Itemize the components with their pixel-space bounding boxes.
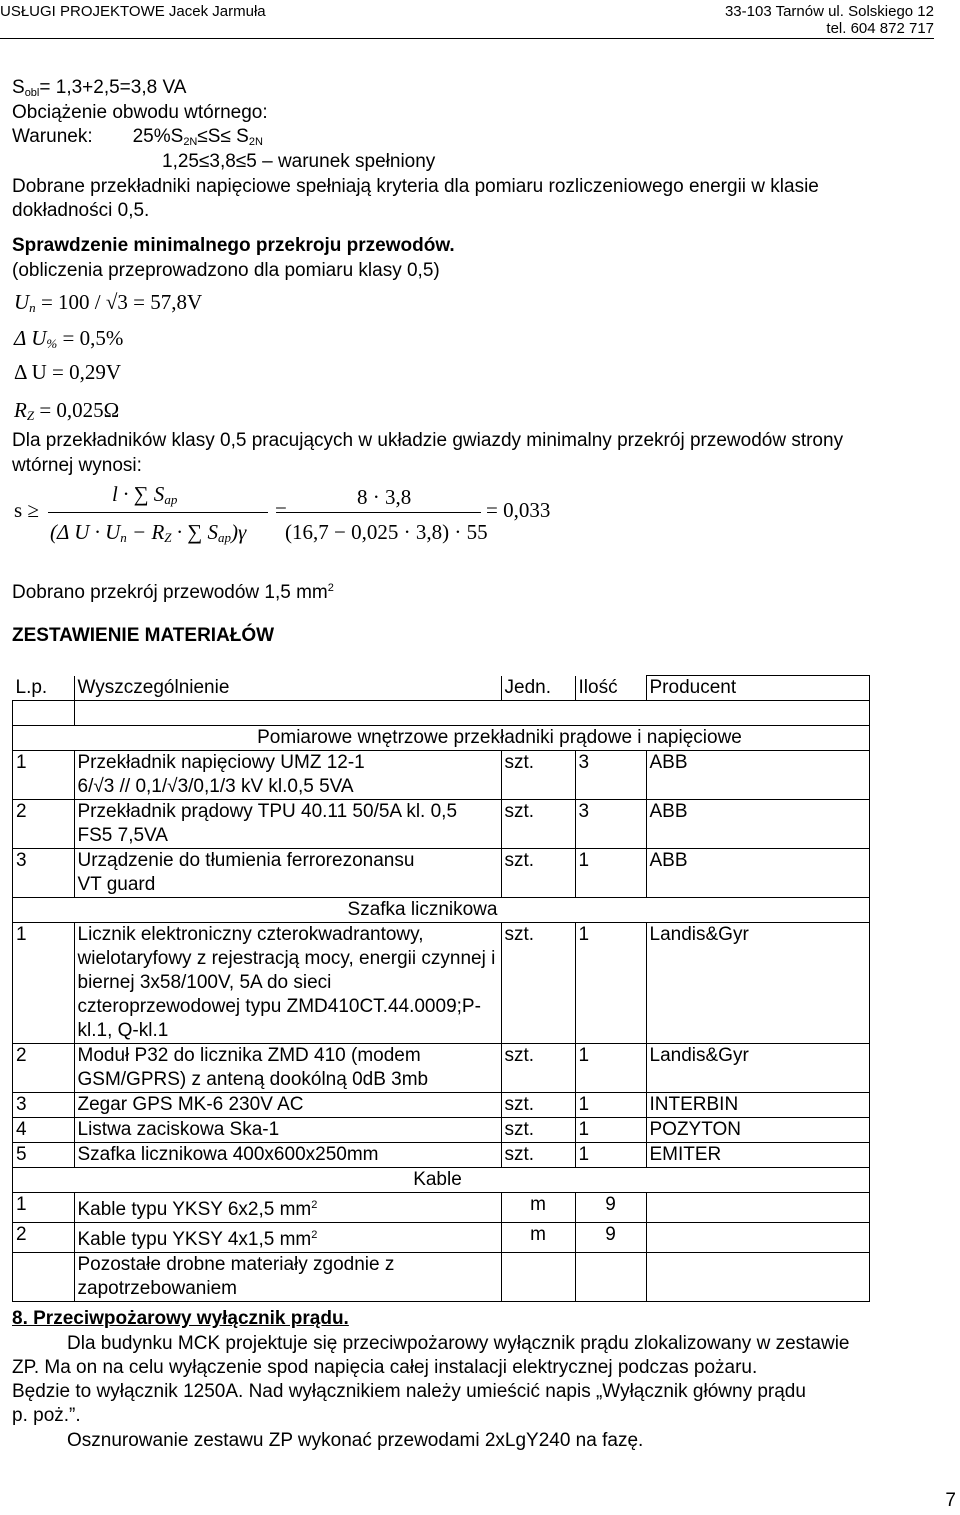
formula-bar-2	[283, 512, 481, 513]
page-header	[0, 0, 960, 40]
eq-du: Δ U = 0,29V	[14, 360, 122, 384]
formula-eq-1: =	[275, 498, 287, 522]
section-min-text-2: wtórnej wynosi:	[12, 455, 142, 476]
header-phone: tel. 604 872 717	[826, 20, 934, 37]
header-address: 33-103 Tarnów ul. Solskiego 12	[724, 3, 934, 20]
eq-un: $U_n = 100 / √3 = 57,8V$	[14, 290, 203, 315]
table-row: 1 Przekładnik napięciowy UMZ 12-1 6/√3 // 0,1/√3/0,1/3 kV kl.0,5 5VA szt. 3 ABB	[13, 751, 870, 800]
section8-title: 8. Przeciwpożarowy wyłącznik prądu.	[12, 1308, 349, 1329]
group-row: Szafka licznikowa	[13, 898, 870, 923]
header-rule	[0, 38, 934, 39]
group-row: Pomiarowe wnętrzowe przekładniki prądowe i napięciowe	[13, 726, 870, 751]
conclusion-line-1: Dobrane przekładniki napięciowe spełniają kryteria dla pomiaru rozliczeniowego energii w klasie	[12, 176, 819, 197]
section-min-title: Sprawdzenie minimalnego przekroju przewodów.	[12, 235, 455, 256]
sobl-line: $S_{obl}= 1,3+2,5=3,8$ VA	[12, 77, 187, 99]
formula-result: = 0,033	[486, 498, 551, 522]
section8-p3: Będzie to wyłącznik 1250A. Nad wyłącznikiem należy umieścić napis „Wyłącznik główny prądu	[12, 1381, 806, 1402]
eq-du-percent: Δ $U_{\%} = 0,5\%$	[14, 326, 124, 351]
formula-bar-1	[48, 512, 268, 513]
eq-rz: $R_Z = 0,025\Omega$	[14, 398, 120, 423]
section8-p2: ZP. Ma on na celu wyłączenie spod napięcia całej instalacji elektrycznej podczas pożaru.	[12, 1357, 758, 1378]
table-row: Pozostałe drobne materiały zgodnie z zapotrzebowaniem	[13, 1253, 870, 1302]
section8-p4: p. poż.”.	[12, 1405, 81, 1426]
section8-p5: Osznurowanie zestawu ZP wykonać przewodami 2xLgY240 na fazę.	[67, 1430, 644, 1451]
table-row: 2 Kable typu YKSY 4x1,5 $mm^2$ m 9	[13, 1223, 870, 1253]
header-lp: L.p.	[13, 676, 75, 701]
table-row: 5 Szafka licznikowa 400x600x250mm szt. 1 EMITER	[13, 1143, 870, 1168]
section-min-text-1: Dla przekładników klasy 0,5 pracujących w układzie gwiazdy minimalny przekrój przewodów strony	[12, 430, 844, 451]
header-unit: Jedn.	[501, 676, 575, 701]
condition-line: Warunek: $25\%S_{2N}\le S\le S_{2N}$	[12, 126, 263, 148]
condition-check: 1,25≤3,8≤5 – warunek spełniony	[162, 151, 436, 172]
section-min-note: (obliczenia przeprowadzono dla pomiaru klasy 0,5)	[12, 260, 440, 281]
header-company: USŁUGI PROJEKTOWE Jacek Jarmuła	[0, 3, 266, 20]
table-spacer-row	[13, 701, 870, 726]
table-row: 4 Listwa zaciskowa Ska-1 szt. 1 POZYTON	[13, 1118, 870, 1143]
formula-den-2: (16,7 − 0,025 · 3,8) · 55	[285, 520, 488, 544]
table-row: 3 Urządzenie do tłumienia ferrorezonansu VT guard szt. 1 ABB	[13, 849, 870, 898]
formula-num-2: 8 · 3,8	[357, 485, 412, 509]
table-header-row	[13, 676, 870, 701]
materials-title: ZESTAWIENIE MATERIAŁÓW	[12, 625, 275, 646]
table-row: 2 Przekładnik prądowy TPU 40.11 50/5A kl. 0,5 FS5 7,5VA szt. 3 ABB	[13, 800, 870, 849]
group-row: Kable	[13, 1168, 870, 1193]
section8-p1: Dla budynku MCK projektuje się przeciwpożarowy wyłącznik prądu zlokalizowany w zestawie	[67, 1333, 850, 1354]
page-number: 7	[945, 1490, 956, 1511]
result-line: Dobrano przekrój przewodów 1,5 $mm^2$	[12, 582, 334, 603]
table-row: 1 Kable typu YKSY 6x2,5 $mm^2$ m 9	[13, 1193, 870, 1223]
formula-den-1: (Δ $U \cdot U_n - R_Z$ · ∑ $S_{ap})\gamma$	[50, 520, 247, 545]
header-qty: Ilość	[575, 676, 646, 701]
load-title: Obciążenie obwodu wtórnego:	[12, 102, 268, 123]
formula-num-1: l · ∑ $S_{ap}$	[112, 482, 178, 507]
materials-table	[12, 675, 870, 1302]
table-row: 2 Moduł P32 do licznika ZMD 410 (modem GSM/GPRS) z anteną dookólną 0dB 3mb szt. 1 Landis&Gyr	[13, 1044, 870, 1093]
header-producer: Producent	[646, 676, 870, 701]
header-desc: Wyszczególnienie	[74, 676, 501, 701]
formula-s: s ≥	[14, 498, 39, 522]
table-row: 1 Licznik elektroniczny czterokwadrantowy, wielotaryfowy z rejestracją mocy, energii czynnej i biernej 3x58/100V, 5A do sieci czteroprzewodowej typu ZMD410CT.44.0009;P- kl.1, Q-kl.1 szt. 1 Landis&Gyr	[13, 923, 870, 1044]
table-row: 3 Zegar GPS MK-6 230V AC szt. 1 INTERBIN	[13, 1093, 870, 1118]
conclusion-line-2: dokładności 0,5.	[12, 200, 150, 221]
